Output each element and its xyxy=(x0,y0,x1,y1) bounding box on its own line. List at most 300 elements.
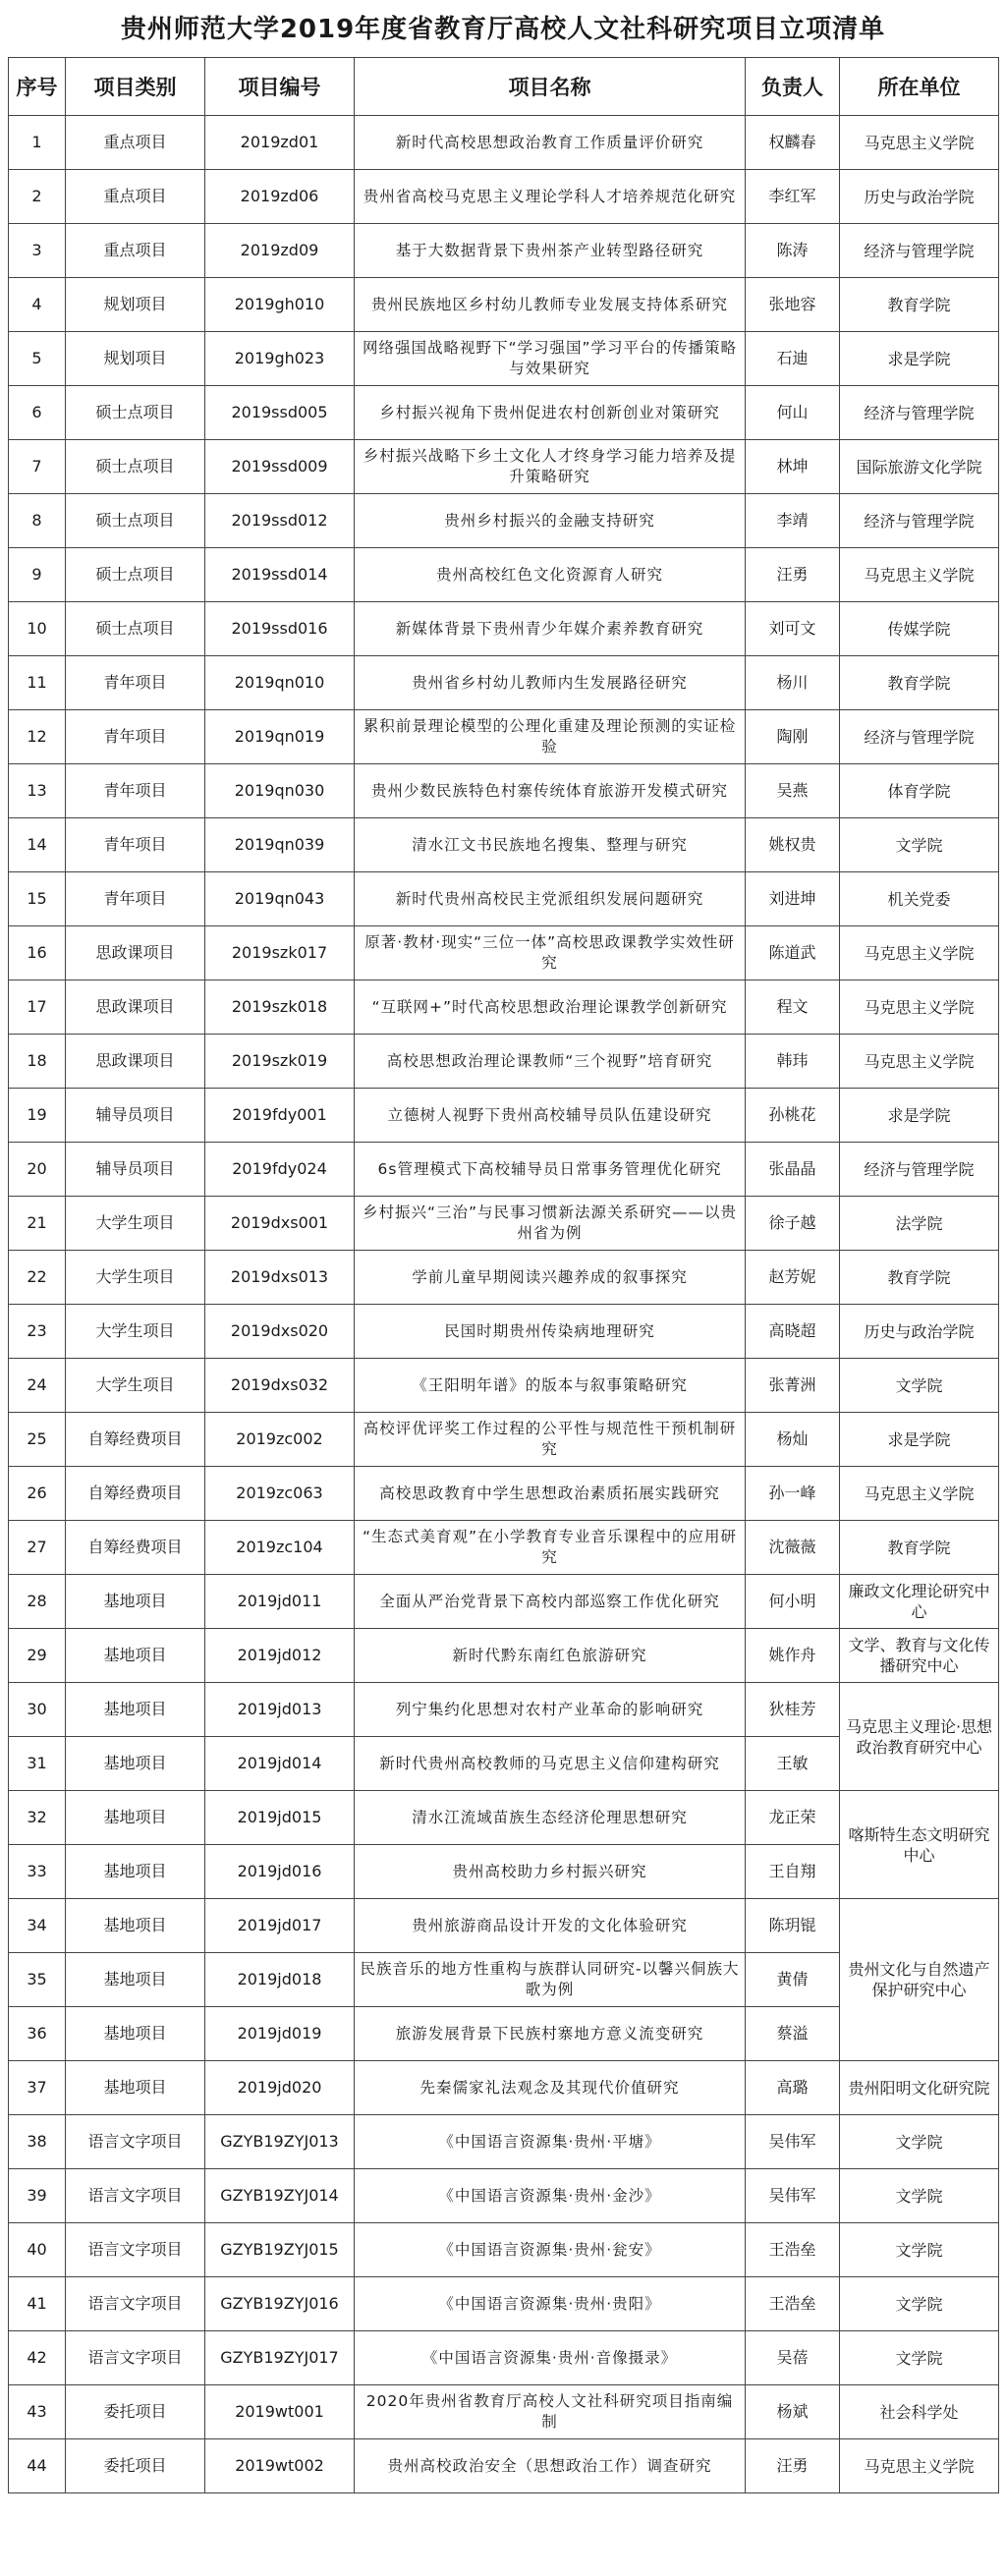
cell-category: 语言文字项目 xyxy=(66,2223,205,2277)
cell-unit: 贵州阳明文化研究院 xyxy=(840,2061,999,2115)
cell-leader: 张菁洲 xyxy=(746,1359,840,1413)
cell-leader: 徐子越 xyxy=(746,1197,840,1251)
cell-code: 2019zd09 xyxy=(205,224,355,278)
table-body xyxy=(9,116,999,2493)
cell-category: 规划项目 xyxy=(66,278,205,332)
cell-no: 15 xyxy=(9,872,66,926)
cell-leader: 吴伟军 xyxy=(746,2115,840,2169)
cell-no: 42 xyxy=(9,2331,66,2385)
cell-category: 基地项目 xyxy=(66,1845,205,1899)
cell-project-name: 乡村振兴“三治”与民事习惯新法源关系研究——以贵州省为例 xyxy=(355,1197,746,1251)
cell-leader: 王浩垒 xyxy=(746,2277,840,2331)
cell-project-name: 《中国语言资源集·贵州·贵阳》 xyxy=(355,2277,746,2331)
cell-code: 2019ssd014 xyxy=(205,548,355,602)
table-row xyxy=(9,1143,999,1197)
cell-project-name: 学前儿童早期阅读兴趣养成的叙事探究 xyxy=(355,1251,746,1305)
project-table xyxy=(8,57,999,2493)
cell-project-name: 新媒体背景下贵州青少年媒介素养教育研究 xyxy=(355,602,746,656)
cell-project-name: 贵州乡村振兴的金融支持研究 xyxy=(355,494,746,548)
table-row xyxy=(9,1413,999,1467)
cell-project-name: 《中国语言资源集·贵州·瓮安》 xyxy=(355,2223,746,2277)
cell-no: 24 xyxy=(9,1359,66,1413)
cell-no: 11 xyxy=(9,656,66,710)
cell-category: 语言文字项目 xyxy=(66,2169,205,2223)
cell-unit: 历史与政治学院 xyxy=(840,1305,999,1359)
cell-leader: 何山 xyxy=(746,386,840,440)
table-row xyxy=(9,2385,999,2439)
cell-category: 硕士点项目 xyxy=(66,440,205,494)
cell-leader: 吴蓓 xyxy=(746,2331,840,2385)
cell-no: 40 xyxy=(9,2223,66,2277)
cell-code: 2019qn043 xyxy=(205,872,355,926)
cell-code: 2019zd06 xyxy=(205,170,355,224)
table-row xyxy=(9,1629,999,1683)
cell-unit: 文学、教育与文化传播研究中心 xyxy=(840,1629,999,1683)
cell-project-name: 2020年贵州省教育厅高校人文社科研究项目指南编制 xyxy=(355,2385,746,2439)
cell-code: 2019wt002 xyxy=(205,2439,355,2493)
cell-code: 2019qn010 xyxy=(205,656,355,710)
cell-unit: 教育学院 xyxy=(840,278,999,332)
cell-no: 35 xyxy=(9,1953,66,2007)
cell-code: GZYB19ZYJ017 xyxy=(205,2331,355,2385)
cell-leader: 刘进坤 xyxy=(746,872,840,926)
cell-leader: 杨灿 xyxy=(746,1413,840,1467)
cell-project-name: 《王阳明年谱》的版本与叙事策略研究 xyxy=(355,1359,746,1413)
cell-code: 2019qn019 xyxy=(205,710,355,764)
cell-code: 2019zc063 xyxy=(205,1467,355,1521)
cell-leader: 姚作舟 xyxy=(746,1629,840,1683)
cell-unit: 国际旅游文化学院 xyxy=(840,440,999,494)
cell-unit: 机关党委 xyxy=(840,872,999,926)
cell-leader: 姚权贵 xyxy=(746,818,840,872)
cell-category: 基地项目 xyxy=(66,2007,205,2061)
header-name: 项目名称 xyxy=(355,58,746,116)
cell-leader: 陶刚 xyxy=(746,710,840,764)
cell-category: 重点项目 xyxy=(66,116,205,170)
cell-code: 2019jd019 xyxy=(205,2007,355,2061)
cell-category: 大学生项目 xyxy=(66,1197,205,1251)
cell-unit: 经济与管理学院 xyxy=(840,386,999,440)
cell-code: GZYB19ZYJ016 xyxy=(205,2277,355,2331)
cell-code: 2019ssd009 xyxy=(205,440,355,494)
table-row xyxy=(9,1305,999,1359)
table-row xyxy=(9,2439,999,2493)
cell-unit: 贵州文化与自然遗产保护研究中心 xyxy=(840,1899,999,2061)
cell-code: 2019zc104 xyxy=(205,1521,355,1575)
cell-code: 2019ssd005 xyxy=(205,386,355,440)
cell-code: 2019jd016 xyxy=(205,1845,355,1899)
cell-leader: 汪勇 xyxy=(746,2439,840,2493)
cell-no: 44 xyxy=(9,2439,66,2493)
cell-leader: 何小明 xyxy=(746,1575,840,1629)
cell-unit: 文学院 xyxy=(840,818,999,872)
cell-no: 5 xyxy=(9,332,66,386)
table-row xyxy=(9,1521,999,1575)
cell-leader: 程文 xyxy=(746,980,840,1035)
cell-unit: 经济与管理学院 xyxy=(840,1143,999,1197)
cell-unit: 文学院 xyxy=(840,2169,999,2223)
cell-category: 基地项目 xyxy=(66,1791,205,1845)
page-title: 贵州师范大学2019年度省教育厅高校人文社科研究项目立项清单 xyxy=(120,15,886,44)
cell-project-name: 先秦儒家礼法观念及其现代价值研究 xyxy=(355,2061,746,2115)
cell-leader: 黄倩 xyxy=(746,1953,840,2007)
cell-project-name: 6s管理模式下高校辅导员日常事务管理优化研究 xyxy=(355,1143,746,1197)
cell-no: 18 xyxy=(9,1035,66,1089)
cell-unit: 求是学院 xyxy=(840,332,999,386)
cell-project-name: “互联网+”时代高校思想政治理论课教学创新研究 xyxy=(355,980,746,1035)
cell-category: 硕士点项目 xyxy=(66,494,205,548)
cell-category: 青年项目 xyxy=(66,710,205,764)
cell-no: 30 xyxy=(9,1683,66,1737)
cell-code: 2019dxs032 xyxy=(205,1359,355,1413)
cell-no: 33 xyxy=(9,1845,66,1899)
cell-unit: 法学院 xyxy=(840,1197,999,1251)
cell-category: 自筹经费项目 xyxy=(66,1521,205,1575)
cell-code: 2019ssd012 xyxy=(205,494,355,548)
table-row xyxy=(9,1197,999,1251)
cell-project-name: 乡村振兴视角下贵州促进农村创新创业对策研究 xyxy=(355,386,746,440)
cell-no: 26 xyxy=(9,1467,66,1521)
cell-no: 23 xyxy=(9,1305,66,1359)
cell-leader: 张晶晶 xyxy=(746,1143,840,1197)
cell-category: 硕士点项目 xyxy=(66,602,205,656)
cell-project-name: 高校思想政治理论课教师“三个视野”培育研究 xyxy=(355,1035,746,1089)
cell-category: 基地项目 xyxy=(66,1899,205,1953)
cell-leader: 李靖 xyxy=(746,494,840,548)
cell-unit: 马克思主义学院 xyxy=(840,116,999,170)
cell-project-name: “生态式美育观”在小学教育专业音乐课程中的应用研究 xyxy=(355,1521,746,1575)
cell-project-name: 基于大数据背景下贵州茶产业转型路径研究 xyxy=(355,224,746,278)
cell-code: GZYB19ZYJ015 xyxy=(205,2223,355,2277)
table-row xyxy=(9,2277,999,2331)
cell-category: 语言文字项目 xyxy=(66,2115,205,2169)
cell-code: 2019szk018 xyxy=(205,980,355,1035)
cell-no: 2 xyxy=(9,170,66,224)
cell-leader: 张地容 xyxy=(746,278,840,332)
cell-leader: 吴燕 xyxy=(746,764,840,818)
header-category: 项目类别 xyxy=(66,58,205,116)
cell-project-name: 累积前景理论模型的公理化重建及理论预测的实证检验 xyxy=(355,710,746,764)
cell-leader: 汪勇 xyxy=(746,548,840,602)
cell-leader: 孙一峰 xyxy=(746,1467,840,1521)
cell-project-name: 新时代黔东南红色旅游研究 xyxy=(355,1629,746,1683)
cell-project-name: 贵州高校政治安全（思想政治工作）调查研究 xyxy=(355,2439,746,2493)
cell-unit: 喀斯特生态文明研究中心 xyxy=(840,1791,999,1899)
table-row xyxy=(9,116,999,170)
cell-category: 语言文字项目 xyxy=(66,2277,205,2331)
cell-no: 3 xyxy=(9,224,66,278)
cell-category: 辅导员项目 xyxy=(66,1089,205,1143)
cell-code: 2019jd020 xyxy=(205,2061,355,2115)
cell-no: 8 xyxy=(9,494,66,548)
cell-leader: 孙桃花 xyxy=(746,1089,840,1143)
cell-project-name: 立德树人视野下贵州高校辅导员队伍建设研究 xyxy=(355,1089,746,1143)
cell-code: 2019gh023 xyxy=(205,332,355,386)
table-row xyxy=(9,1089,999,1143)
cell-no: 17 xyxy=(9,980,66,1035)
cell-leader: 杨斌 xyxy=(746,2385,840,2439)
cell-code: 2019qn030 xyxy=(205,764,355,818)
cell-code: 2019jd011 xyxy=(205,1575,355,1629)
cell-project-name: 《中国语言资源集·贵州·金沙》 xyxy=(355,2169,746,2223)
cell-project-name: 民国时期贵州传染病地理研究 xyxy=(355,1305,746,1359)
cell-leader: 王自翔 xyxy=(746,1845,840,1899)
cell-category: 基地项目 xyxy=(66,1629,205,1683)
cell-category: 大学生项目 xyxy=(66,1305,205,1359)
cell-no: 6 xyxy=(9,386,66,440)
header-code: 项目编号 xyxy=(205,58,355,116)
table-row xyxy=(9,386,999,440)
cell-leader: 高晓超 xyxy=(746,1305,840,1359)
cell-project-name: 《中国语言资源集·贵州·音像摄录》 xyxy=(355,2331,746,2385)
cell-leader: 杨川 xyxy=(746,656,840,710)
cell-project-name: 贵州高校助力乡村振兴研究 xyxy=(355,1845,746,1899)
cell-category: 硕士点项目 xyxy=(66,548,205,602)
cell-unit: 教育学院 xyxy=(840,1521,999,1575)
table-row xyxy=(9,764,999,818)
cell-code: 2019gh010 xyxy=(205,278,355,332)
cell-no: 22 xyxy=(9,1251,66,1305)
cell-category: 自筹经费项目 xyxy=(66,1413,205,1467)
cell-category: 辅导员项目 xyxy=(66,1143,205,1197)
cell-unit: 历史与政治学院 xyxy=(840,170,999,224)
table-row xyxy=(9,278,999,332)
cell-project-name: 乡村振兴战略下乡土文化人才终身学习能力培养及提升策略研究 xyxy=(355,440,746,494)
cell-leader: 王敏 xyxy=(746,1737,840,1791)
table-row xyxy=(9,1359,999,1413)
cell-no: 31 xyxy=(9,1737,66,1791)
table-row xyxy=(9,1035,999,1089)
cell-code: 2019fdy001 xyxy=(205,1089,355,1143)
cell-leader: 沈薇薇 xyxy=(746,1521,840,1575)
cell-no: 41 xyxy=(9,2277,66,2331)
cell-no: 32 xyxy=(9,1791,66,1845)
cell-code: 2019dxs013 xyxy=(205,1251,355,1305)
cell-leader: 高璐 xyxy=(746,2061,840,2115)
cell-project-name: 贵州省高校马克思主义理论学科人才培养规范化研究 xyxy=(355,170,746,224)
cell-category: 基地项目 xyxy=(66,1575,205,1629)
cell-code: 2019jd015 xyxy=(205,1791,355,1845)
cell-unit: 马克思主义学院 xyxy=(840,980,999,1035)
table-row xyxy=(9,872,999,926)
cell-leader: 陈道武 xyxy=(746,926,840,980)
cell-no: 38 xyxy=(9,2115,66,2169)
cell-unit: 经济与管理学院 xyxy=(840,710,999,764)
cell-unit: 马克思主义理论·思想政治教育研究中心 xyxy=(840,1683,999,1791)
cell-code: 2019dxs001 xyxy=(205,1197,355,1251)
cell-unit: 文学院 xyxy=(840,2115,999,2169)
cell-category: 基地项目 xyxy=(66,1737,205,1791)
cell-project-name: 贵州旅游商品设计开发的文化体验研究 xyxy=(355,1899,746,1953)
cell-unit: 马克思主义学院 xyxy=(840,1467,999,1521)
cell-no: 20 xyxy=(9,1143,66,1197)
table-row xyxy=(9,1683,999,1737)
cell-code: 2019ssd016 xyxy=(205,602,355,656)
table-row xyxy=(9,494,999,548)
cell-leader: 石迪 xyxy=(746,332,840,386)
cell-no: 9 xyxy=(9,548,66,602)
cell-category: 重点项目 xyxy=(66,224,205,278)
cell-project-name: 旅游发展背景下民族村寨地方意义流变研究 xyxy=(355,2007,746,2061)
cell-category: 思政课项目 xyxy=(66,980,205,1035)
cell-code: 2019jd012 xyxy=(205,1629,355,1683)
cell-unit: 传媒学院 xyxy=(840,602,999,656)
cell-category: 自筹经费项目 xyxy=(66,1467,205,1521)
cell-category: 硕士点项目 xyxy=(66,386,205,440)
cell-no: 7 xyxy=(9,440,66,494)
cell-category: 委托项目 xyxy=(66,2385,205,2439)
cell-no: 16 xyxy=(9,926,66,980)
cell-unit: 教育学院 xyxy=(840,1251,999,1305)
table-row xyxy=(9,818,999,872)
cell-project-name: 贵州高校红色文化资源育人研究 xyxy=(355,548,746,602)
table-row xyxy=(9,980,999,1035)
cell-category: 青年项目 xyxy=(66,818,205,872)
cell-category: 大学生项目 xyxy=(66,1251,205,1305)
cell-code: 2019wt001 xyxy=(205,2385,355,2439)
cell-unit: 廉政文化理论研究中心 xyxy=(840,1575,999,1629)
cell-leader: 李红军 xyxy=(746,170,840,224)
cell-code: 2019qn039 xyxy=(205,818,355,872)
table-row xyxy=(9,2331,999,2385)
cell-leader: 陈玥锟 xyxy=(746,1899,840,1953)
cell-no: 10 xyxy=(9,602,66,656)
cell-unit: 马克思主义学院 xyxy=(840,926,999,980)
cell-code: 2019szk017 xyxy=(205,926,355,980)
cell-unit: 社会科学处 xyxy=(840,2385,999,2439)
cell-category: 青年项目 xyxy=(66,656,205,710)
table-row xyxy=(9,926,999,980)
cell-no: 4 xyxy=(9,278,66,332)
cell-project-name: 贵州民族地区乡村幼儿教师专业发展支持体系研究 xyxy=(355,278,746,332)
cell-no: 39 xyxy=(9,2169,66,2223)
cell-project-name: 高校评优评奖工作过程的公平性与规范性干预机制研究 xyxy=(355,1413,746,1467)
table-row xyxy=(9,1791,999,1845)
cell-category: 委托项目 xyxy=(66,2439,205,2493)
cell-code: GZYB19ZYJ013 xyxy=(205,2115,355,2169)
header-row xyxy=(9,58,999,116)
cell-leader: 龙正荣 xyxy=(746,1791,840,1845)
cell-category: 规划项目 xyxy=(66,332,205,386)
table-row xyxy=(9,710,999,764)
cell-code: 2019jd014 xyxy=(205,1737,355,1791)
table-row xyxy=(9,548,999,602)
table-row xyxy=(9,656,999,710)
cell-no: 28 xyxy=(9,1575,66,1629)
cell-category: 语言文字项目 xyxy=(66,2331,205,2385)
cell-unit: 文学院 xyxy=(840,1359,999,1413)
cell-no: 36 xyxy=(9,2007,66,2061)
table-row xyxy=(9,602,999,656)
cell-project-name: 高校思政教育中学生思想政治素质拓展实践研究 xyxy=(355,1467,746,1521)
cell-no: 1 xyxy=(9,116,66,170)
cell-unit: 马克思主义学院 xyxy=(840,2439,999,2493)
cell-project-name: 《中国语言资源集·贵州·平塘》 xyxy=(355,2115,746,2169)
cell-no: 14 xyxy=(9,818,66,872)
cell-project-name: 原著·教材·现实“三位一体”高校思政课教学实效性研究 xyxy=(355,926,746,980)
cell-leader: 吴伟军 xyxy=(746,2169,840,2223)
cell-unit: 经济与管理学院 xyxy=(840,494,999,548)
cell-category: 思政课项目 xyxy=(66,1035,205,1089)
cell-unit: 体育学院 xyxy=(840,764,999,818)
cell-project-name: 网络强国战略视野下“学习强国”学习平台的传播策略与效果研究 xyxy=(355,332,746,386)
cell-project-name: 清水江流域苗族生态经济伦理思想研究 xyxy=(355,1791,746,1845)
cell-code: GZYB19ZYJ014 xyxy=(205,2169,355,2223)
cell-no: 34 xyxy=(9,1899,66,1953)
cell-leader: 林坤 xyxy=(746,440,840,494)
cell-no: 27 xyxy=(9,1521,66,1575)
cell-unit: 求是学院 xyxy=(840,1413,999,1467)
cell-project-name: 新时代贵州高校教师的马克思主义信仰建构研究 xyxy=(355,1737,746,1791)
cell-no: 21 xyxy=(9,1197,66,1251)
cell-unit: 文学院 xyxy=(840,2331,999,2385)
table-row xyxy=(9,2169,999,2223)
cell-no: 13 xyxy=(9,764,66,818)
cell-code: 2019zc002 xyxy=(205,1413,355,1467)
cell-category: 基地项目 xyxy=(66,2061,205,2115)
cell-no: 29 xyxy=(9,1629,66,1683)
table-row xyxy=(9,1251,999,1305)
cell-category: 大学生项目 xyxy=(66,1359,205,1413)
cell-leader: 蔡溢 xyxy=(746,2007,840,2061)
cell-category: 青年项目 xyxy=(66,872,205,926)
cell-project-name: 列宁集约化思想对农村产业革命的影响研究 xyxy=(355,1683,746,1737)
cell-code: 2019jd013 xyxy=(205,1683,355,1737)
cell-leader: 权麟春 xyxy=(746,116,840,170)
cell-category: 重点项目 xyxy=(66,170,205,224)
cell-code: 2019jd018 xyxy=(205,1953,355,2007)
cell-code: 2019szk019 xyxy=(205,1035,355,1089)
cell-code: 2019jd017 xyxy=(205,1899,355,1953)
cell-code: 2019zd01 xyxy=(205,116,355,170)
cell-project-name: 新时代贵州高校民主党派组织发展问题研究 xyxy=(355,872,746,926)
cell-category: 青年项目 xyxy=(66,764,205,818)
cell-code: 2019dxs020 xyxy=(205,1305,355,1359)
table-row xyxy=(9,332,999,386)
cell-no: 43 xyxy=(9,2385,66,2439)
table-row xyxy=(9,1575,999,1629)
cell-project-name: 民族音乐的地方性重构与族群认同研究-以馨兴侗族大歌为例 xyxy=(355,1953,746,2007)
table-row xyxy=(9,440,999,494)
cell-no: 12 xyxy=(9,710,66,764)
cell-project-name: 清水江文书民族地名搜集、整理与研究 xyxy=(355,818,746,872)
cell-project-name: 贵州少数民族特色村寨传统体育旅游开发模式研究 xyxy=(355,764,746,818)
table-row xyxy=(9,2061,999,2115)
cell-no: 37 xyxy=(9,2061,66,2115)
cell-no: 19 xyxy=(9,1089,66,1143)
table-row xyxy=(9,224,999,278)
table-row xyxy=(9,2223,999,2277)
table-row xyxy=(9,1467,999,1521)
header-no: 序号 xyxy=(9,58,66,116)
cell-project-name: 贵州省乡村幼儿教师内生发展路径研究 xyxy=(355,656,746,710)
cell-leader: 韩玮 xyxy=(746,1035,840,1089)
cell-leader: 王浩垒 xyxy=(746,2223,840,2277)
cell-unit: 文学院 xyxy=(840,2223,999,2277)
cell-unit: 马克思主义学院 xyxy=(840,548,999,602)
cell-leader: 狄桂芳 xyxy=(746,1683,840,1737)
header-leader: 负责人 xyxy=(746,58,840,116)
cell-category: 基地项目 xyxy=(66,1953,205,2007)
cell-project-name: 全面从严治党背景下高校内部巡察工作优化研究 xyxy=(355,1575,746,1629)
cell-unit: 马克思主义学院 xyxy=(840,1035,999,1089)
cell-category: 思政课项目 xyxy=(66,926,205,980)
table-row xyxy=(9,2115,999,2169)
cell-unit: 文学院 xyxy=(840,2277,999,2331)
cell-unit: 求是学院 xyxy=(840,1089,999,1143)
cell-leader: 陈涛 xyxy=(746,224,840,278)
table-row xyxy=(9,1899,999,1953)
